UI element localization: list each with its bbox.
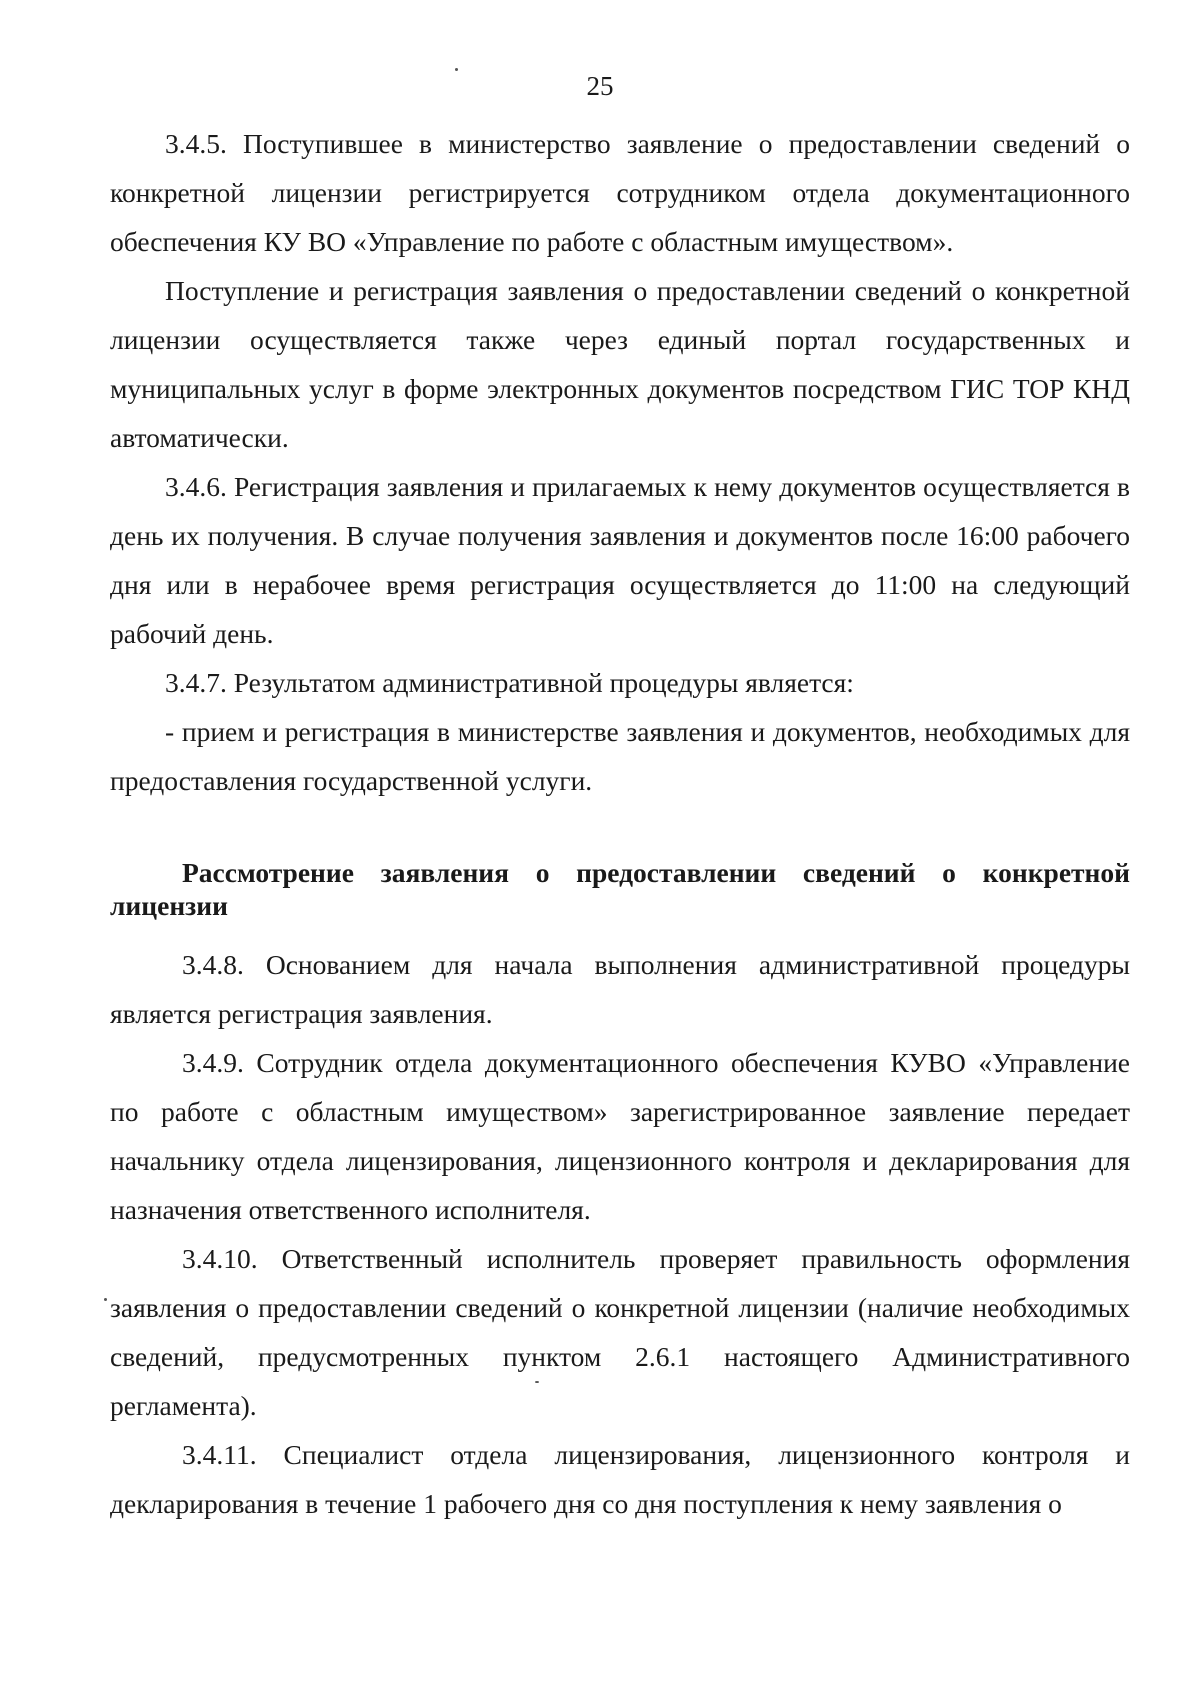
page-number: 25 (586, 71, 614, 101)
section-heading: Рассмотрение заявления о предоставлении сведений о конкретной лицензии (110, 857, 1130, 921)
scan-speck (104, 1298, 107, 1301)
bottom-text-block (110, 940, 1130, 1528)
paragraph-3-4-8: 3.4.8. Основанием для начала выполнения административной процедуры является регистрация заявления. (110, 949, 1130, 1029)
paragraph-3-4-7: 3.4.7. Результатом административной процедуры является: (165, 667, 854, 698)
paragraph-3-4-6: 3.4.6. Регистрация заявления и прилагаемых к нему документов осуществляется в день их получения. В случае получения заявления и документов после 16:00 рабочего дня или в нерабочее время регистрация осуществляется до 11:00 на следующий рабочий день. (110, 471, 1130, 649)
paragraph-result-item: - прием и регистрация в министерстве заявления и документов, необходимых для предоставления государственной услуги. (110, 716, 1130, 796)
paragraph-3-4-5: 3.4.5. Поступившее в министерство заявление о предоставлении сведений о конкретной лицензии регистрируется сотрудником отдела документационного обеспечения КУ ВО «Управление по работе с областным имуществом». (110, 128, 1130, 257)
paragraph-registration-portal: Поступление и регистрация заявления о предоставлении сведений о конкретной лицензии осуществляется также через единый портал государственных и муниципальных услуг в форме электронных документов посредством ГИС ТОР КНД автоматически. (110, 275, 1130, 453)
section-heading-block (110, 856, 1130, 922)
paragraph-3-4-10: 3.4.10. Ответственный исполнитель проверяет правильность оформления заявления о предоставлении сведений о конкретной лицензии (наличие необходимых сведений, предусмотренных пунктом 2.6.1 настоящего Административного регламента). (110, 1243, 1130, 1421)
paragraph-3-4-9: 3.4.9. Сотрудник отдела документационного обеспечения КУВО «Управление по работе с областным имуществом» зарегистрированное заявление передает начальнику отдела лицензирования, лицензионного контроля и декларирования для назначения ответственного исполнителя. (110, 1047, 1130, 1225)
top-text-block (110, 119, 1130, 805)
paragraph-3-4-11: 3.4.11. Специалист отдела лицензирования, лицензионного контроля и декларирования в течение 1 рабочего дня со дня поступления к нему заявления о (110, 1439, 1130, 1519)
